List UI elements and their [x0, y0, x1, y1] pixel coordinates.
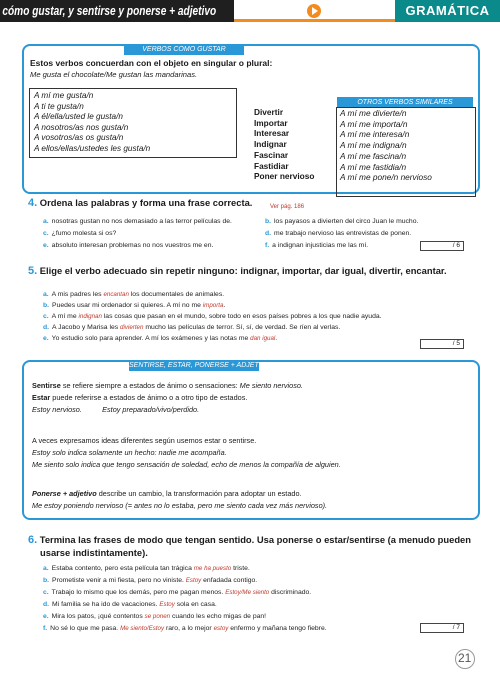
verb: Fastidiar — [254, 160, 289, 171]
box-question: Estos verbos concuerdan con el objeto en singular o plural: — [30, 58, 273, 68]
box-tab: SENTIRSE, ESTAR, PONERSE + ADJETIVOS — [129, 362, 276, 369]
conj-line: A ti te gusta/n — [34, 101, 84, 111]
answer: Estoy — [185, 577, 202, 584]
exercise-item: d. A Jacobo y Marisa les divierten mucho las películas de terror. Sí, sí, de verdad. Se ríen al verlas. — [43, 324, 341, 331]
verb-form: A mí me importa/n — [340, 118, 408, 129]
exercise-item: b. Puedes usar mi ordenador si quieres. A mí no me importa. — [43, 302, 226, 309]
grammar-line: Estoy nervioso. Estoy preparado/vivo/perdido. — [32, 405, 200, 414]
exercise-item: a. nosotras gustan no nos demasiado a las terror películas de. — [43, 218, 232, 225]
answer: divierten — [120, 324, 144, 331]
conj-line: A mí me gusta/n — [34, 91, 94, 100]
verb: Interesar — [254, 128, 290, 139]
exercise-item: e. Mira los patos, ¡qué contentos se ponen cuando les echo migas de pan! — [43, 613, 267, 620]
answer: Estoy/Me siento — [225, 589, 270, 596]
play-icon[interactable] — [307, 4, 321, 18]
grammar-line: Sentirse se refiere siempre a estados de ánimo o sensaciones: Me siento nervioso. — [32, 381, 303, 390]
exercise-title: Elige el verbo adecuado sin repetir ninguno: indignar, importar, dar igual, divertir, encantar. — [39, 265, 447, 276]
conj-line: A vosotros/as os gusta/n — [34, 133, 124, 143]
topic-title: cómo gustar, y sentirse y ponerse + adjetivo — [0, 0, 234, 22]
exercise-item: a. Estaba contento, pero esta película tan trágica me ha puesto triste. — [43, 565, 250, 572]
score-box: / 5 — [420, 339, 464, 349]
similar-verbs-tab: OTROS VERBOS SIMILARES — [337, 97, 473, 108]
exercise-item: f. a indignan injusticias me las mí. — [265, 242, 369, 249]
exercise-item: c. Trabajo lo mismo que los demás, pero me pagan menos. Estoy/Me siento discriminado. — [43, 589, 312, 596]
exercise-4-heading — [28, 197, 252, 209]
answer: dan igual — [250, 335, 276, 342]
verb: Indignar — [254, 139, 287, 150]
grammar-line: Me siento solo indica que tengo sensación de soledad, echo de menos la compañía de alguien. — [32, 460, 341, 469]
verb-form: A mí me fascina/n — [340, 150, 407, 161]
grammar-box-sentirse — [22, 360, 480, 520]
verb: Divertir — [254, 107, 284, 117]
answer: estoy — [213, 625, 229, 632]
grammar-line: Estoy solo indica solamente un hecho: nadie me acompaña. — [32, 448, 227, 457]
answer: se ponen — [144, 613, 171, 620]
exercise-item: b. Prometiste venir a mi fiesta, pero no viniste. Estoy enfadada contigo. — [43, 577, 258, 584]
page-reference: Ver pág. 186 — [270, 204, 305, 210]
exercise-number: 6. — [28, 534, 38, 546]
grammar-line: A veces expresamos ideas diferentes según usemos estar o sentirse. — [32, 436, 257, 445]
exercise-item: e. absoluto interesan problemas no nos vuestros me en. — [43, 242, 214, 249]
exercise-item: e. Yo estudio solo para aprender. A mí los exámenes y las notas me dan igual. — [43, 335, 278, 342]
exercise-5-heading — [28, 265, 447, 277]
verb-form: A mí me indigna/n — [340, 140, 407, 151]
verb: Poner nervioso — [254, 171, 315, 182]
conj-line: A nosotros/as nos gusta/n — [34, 122, 129, 132]
grammar-line: Ponerse + adjetivo describe un cambio, la transformación para adoptar un estado. — [32, 489, 302, 498]
page-number-circle — [455, 649, 475, 669]
exercise-item: d. me trabajo nervioso las entrevistas de ponen. — [265, 230, 412, 237]
verb-form: A mí me interesa/n — [340, 129, 410, 140]
exercise-number: 5. — [28, 265, 38, 277]
exercise-number: 4. — [28, 197, 38, 209]
exercise-title: Termina las frases de modo que tengan sentido. Usa ponerse o estar/sentirse (a menudo pueden — [39, 534, 471, 545]
verb-form: A mí me fastidia/n — [340, 161, 407, 172]
verb: Fascinar — [254, 149, 289, 160]
verb: Importar — [254, 117, 288, 128]
conj-line: A él/ella/usted le gusta/n — [34, 112, 123, 122]
page-header — [0, 0, 500, 22]
box-example: Me gusta el chocolate/Me gustan las mandarinas. — [30, 70, 198, 79]
verb-column — [254, 107, 334, 182]
box-tab: VERBOS COMO GUSTAR — [124, 44, 244, 55]
answer: Estoy — [159, 601, 175, 608]
score-box: / 6 — [420, 241, 464, 251]
exercise-6-heading-cont: usarse indistintamente). — [40, 547, 148, 558]
exercise-item: d. Mi familia se ha ido de vacaciones. Estoy sola en casa. — [43, 601, 217, 608]
exercise-item: f. No sé lo que me pasa. Me siento/Estoy raro, a lo mejor estoy enfermo y mañana tengo fiebre. — [43, 625, 327, 632]
exercise-6-heading — [28, 534, 471, 546]
answer: encantan — [103, 291, 129, 298]
page-number: 21 — [458, 651, 471, 665]
conj-line: A ellos/ellas/ustedes les gusta/n — [34, 143, 151, 153]
exercise-item: c. A mí me indignan las cosas que pasan en el mundo, sobre todo en esos países pobres a los que nadie ayuda. — [43, 313, 382, 320]
grammar-line: Estar puede referirse a estados de ánimo o a otro tipo de estados. — [32, 393, 248, 402]
section-label: GRAMÁTICA — [395, 0, 500, 22]
exercise-item: a. A mis padres les encantan los documentales de animales. — [43, 291, 225, 298]
exercise-item: c. ¿fumo molesta si os? — [43, 230, 117, 237]
grammar-line: Me estoy poniendo nervioso (= antes no lo estaba, pero me siento cada vez más nervioso). — [32, 501, 328, 510]
form-column — [336, 107, 476, 197]
answer: indignan — [78, 313, 102, 320]
verb-form: A mí me divierte/n — [340, 108, 407, 118]
exercise-title: Ordena las palabras y forma una frase correcta. — [39, 197, 253, 208]
verb-form: A mí me pone/n nervioso — [340, 172, 432, 183]
exercise-item: b. los payasos a divierten del circo Juan le mucho. — [265, 218, 419, 225]
score-box: / 7 — [420, 623, 464, 633]
conjugation-box — [29, 88, 237, 158]
answer: me ha puesto — [193, 565, 232, 572]
answer: importa — [202, 302, 224, 309]
answer: Me siento/Estoy — [120, 625, 165, 632]
